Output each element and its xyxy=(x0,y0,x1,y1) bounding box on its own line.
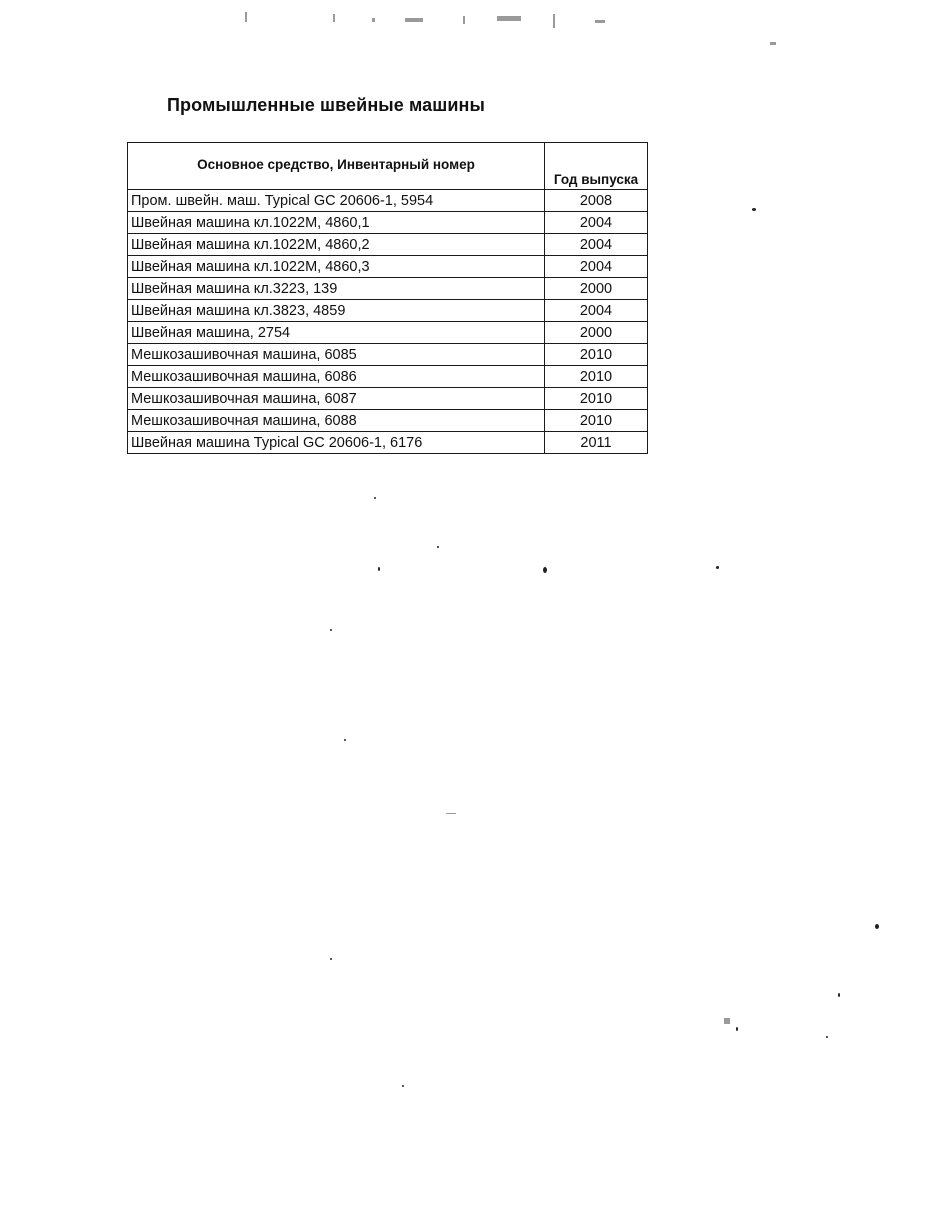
table-row xyxy=(128,300,648,322)
asset-cell: Швейная машина кл.3823, 4859 xyxy=(128,300,545,322)
table-row xyxy=(128,190,648,212)
column-header-year: Год выпуска xyxy=(545,143,648,190)
table-row xyxy=(128,388,648,410)
year-cell: 2004 xyxy=(545,256,648,278)
asset-cell: Швейная машина кл.1022М, 4860,2 xyxy=(128,234,545,256)
table-row xyxy=(128,212,648,234)
asset-cell: Швейная машина, 2754 xyxy=(128,322,545,344)
asset-cell: Мешкозашивочная машина, 6088 xyxy=(128,410,545,432)
asset-cell: Пром. швейн. маш. Typical GC 20606-1, 5954 xyxy=(128,190,545,212)
year-cell: 2004 xyxy=(545,212,648,234)
asset-cell: Швейная машина кл.3223, 139 xyxy=(128,278,545,300)
asset-cell: Швейная машина кл.1022М, 4860,1 xyxy=(128,212,545,234)
column-header-asset: Основное средство, Инвентарный номер xyxy=(128,143,545,190)
table-row xyxy=(128,432,648,454)
asset-cell: Швейная машина Typical GC 20606-1, 6176 xyxy=(128,432,545,454)
table-row xyxy=(128,322,648,344)
table-row xyxy=(128,256,648,278)
asset-cell: Швейная машина кл.1022М, 4860,3 xyxy=(128,256,545,278)
year-cell: 2004 xyxy=(545,300,648,322)
year-cell: 2000 xyxy=(545,322,648,344)
year-cell: 2010 xyxy=(545,366,648,388)
table-row xyxy=(128,410,648,432)
asset-table xyxy=(127,142,648,454)
year-cell: 2000 xyxy=(545,278,648,300)
year-cell: 2004 xyxy=(545,234,648,256)
document-title: Промышленные швейные машины xyxy=(167,95,485,115)
asset-cell: Мешкозашивочная машина, 6086 xyxy=(128,366,545,388)
asset-cell: Мешкозашивочная машина, 6085 xyxy=(128,344,545,366)
table-row xyxy=(128,278,648,300)
year-cell: 2011 xyxy=(545,432,648,454)
asset-cell: Мешкозашивочная машина, 6087 xyxy=(128,388,545,410)
year-cell: 2010 xyxy=(545,410,648,432)
year-cell: 2010 xyxy=(545,388,648,410)
table-row xyxy=(128,234,648,256)
table-header-row xyxy=(128,143,648,190)
year-cell: 2010 xyxy=(545,344,648,366)
table-row xyxy=(128,344,648,366)
table-row xyxy=(128,366,648,388)
year-cell: 2008 xyxy=(545,190,648,212)
